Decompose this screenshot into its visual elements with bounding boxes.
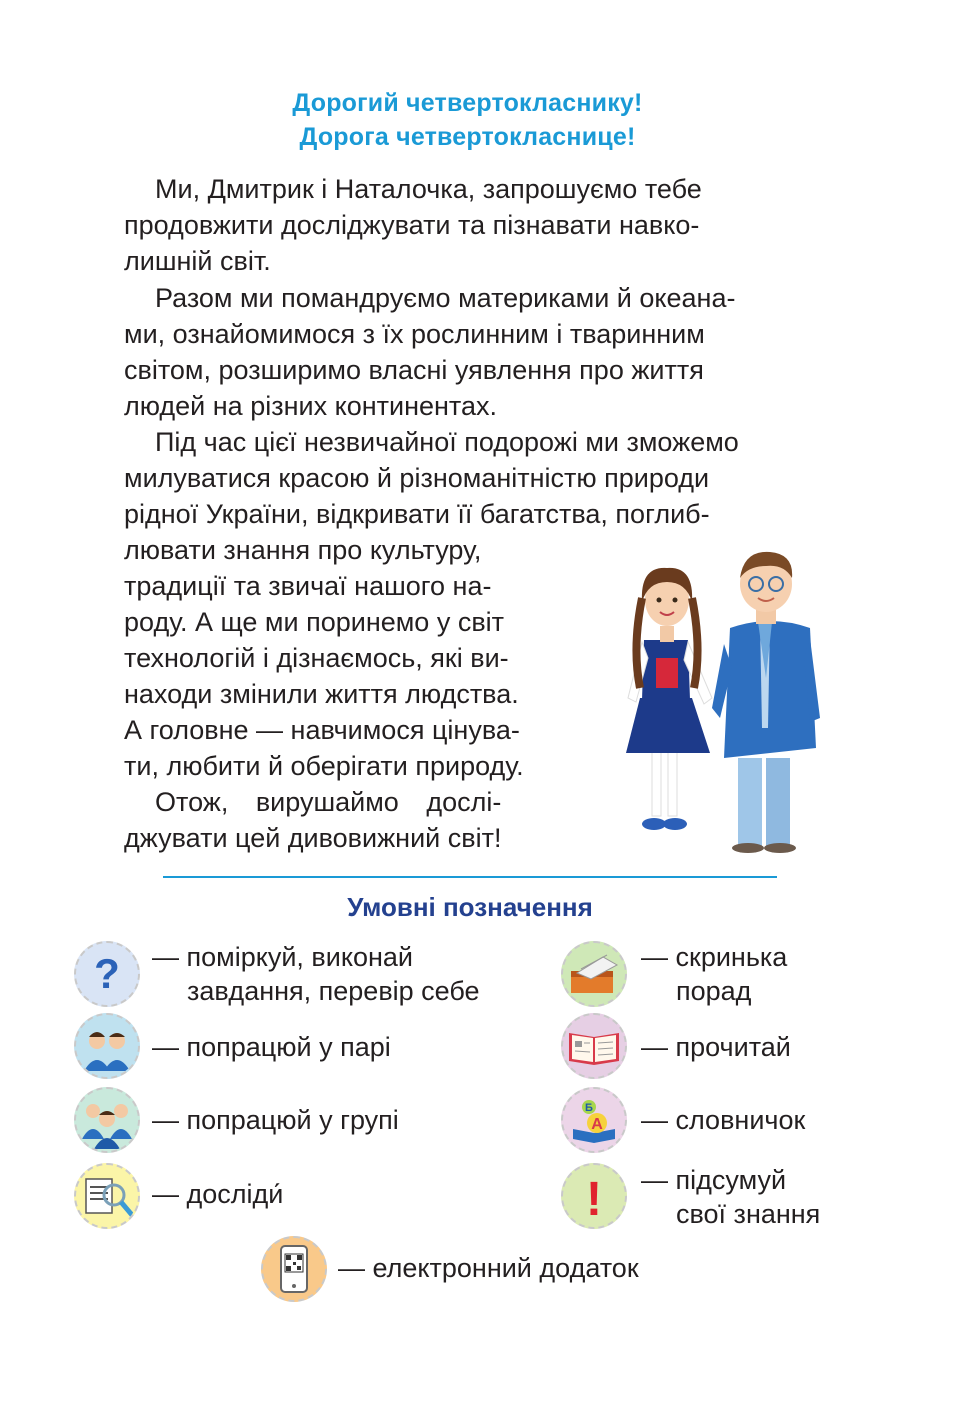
dictionary-letter-a: А [591, 1116, 603, 1133]
text-line: джувати цей дивовижний світ! [124, 823, 502, 853]
text-line: Отож, вирушаймо дослі- [155, 787, 502, 817]
tips-box-icon [561, 941, 627, 1007]
intro-paragraph-3-continued [124, 532, 582, 856]
page-title [0, 86, 935, 154]
legend-text-electronic [338, 1251, 639, 1285]
legend-line: — поміркуй, виконай [152, 942, 413, 972]
legend-line: — попрацюй у групі [152, 1105, 399, 1135]
question-mark: ? [94, 950, 120, 997]
text-line: Ми, Дмитрик і Наталочка, запрошуємо тебе [155, 174, 702, 204]
legend-text-summary [641, 1163, 820, 1231]
exclamation-mark: ! [586, 1173, 602, 1226]
text-line: ми, ознайомимося з їх рослинним і тваринним [124, 319, 705, 349]
text-line: ти, любити й оберігати природу. [124, 751, 524, 781]
group-work-icon [74, 1087, 140, 1153]
legend-line: порад [676, 976, 752, 1006]
intro-paragraph-2 [124, 280, 816, 424]
text-line: находи змінили життя людства. [124, 679, 519, 709]
legend-line: — словничок [641, 1105, 806, 1135]
title-line-2: Дорога четвертокласнице! [299, 123, 636, 151]
legend-text-think [152, 940, 480, 1008]
intro-paragraph-3 [124, 424, 816, 532]
text-line: А головне — навчимося цінува- [124, 715, 520, 745]
title-line-1: Дорогий четвертокласнику! [292, 89, 643, 117]
legend-text-pair [152, 1030, 391, 1064]
exclamation-icon [561, 1163, 627, 1229]
pair-work-icon [74, 1013, 140, 1079]
text-line: традиції та звичаї нашого на- [124, 571, 492, 601]
legend-title: Умовні позначення [347, 892, 593, 922]
text-line: лишній світ. [124, 246, 271, 276]
text-line: світом, розширимо власні уявлення про життя [124, 355, 704, 385]
text-line: Під час цієї незвичайної подорожі ми зможемо [155, 427, 739, 457]
legend-line: свої знання [676, 1199, 821, 1229]
legend-line: — прочитай [641, 1032, 791, 1062]
legend-text-dictionary [641, 1103, 805, 1137]
text-line: милуватися красою й різноманітністю природи [124, 463, 710, 493]
dictionary-icon [561, 1087, 627, 1153]
text-line: технологій і дізнаємось, які ви- [124, 643, 509, 673]
qr-phone-icon [261, 1236, 327, 1302]
research-icon [74, 1163, 140, 1229]
text-line: роду. А ще ми поринемо у світ [124, 607, 505, 637]
intro-paragraph-1 [124, 171, 816, 279]
dictionary-letter-b: Б [585, 1102, 593, 1114]
legend-text-research [152, 1177, 283, 1211]
legend-line: — електронний додаток [338, 1253, 639, 1283]
legend-line: — підсумуй [641, 1165, 787, 1195]
read-book-icon [561, 1013, 627, 1079]
legend-line: — скринька [641, 942, 788, 972]
text-line: Разом ми помандруємо материками й океана- [155, 283, 736, 313]
question-icon [74, 941, 140, 1007]
text-line: людей на різних континентах. [124, 391, 497, 421]
legend-line: — попрацюй у парі [152, 1032, 391, 1062]
text-line: рідної України, відкривати її багатства, поглиб- [124, 499, 710, 529]
legend-text-tips [641, 940, 787, 1008]
text-line: продовжити досліджувати та пізнавати навко- [124, 210, 700, 240]
legend-line: завдання, перевір себе [187, 976, 480, 1006]
text-line: лювати знання про культуру, [124, 535, 482, 565]
legend-text-group [152, 1103, 399, 1137]
legend-line: — досліди́ [152, 1179, 284, 1209]
children-illustration [620, 548, 820, 854]
boy-figure [712, 552, 820, 853]
girl-figure [626, 568, 712, 830]
legend-text-read [641, 1030, 791, 1064]
section-divider [163, 876, 777, 878]
